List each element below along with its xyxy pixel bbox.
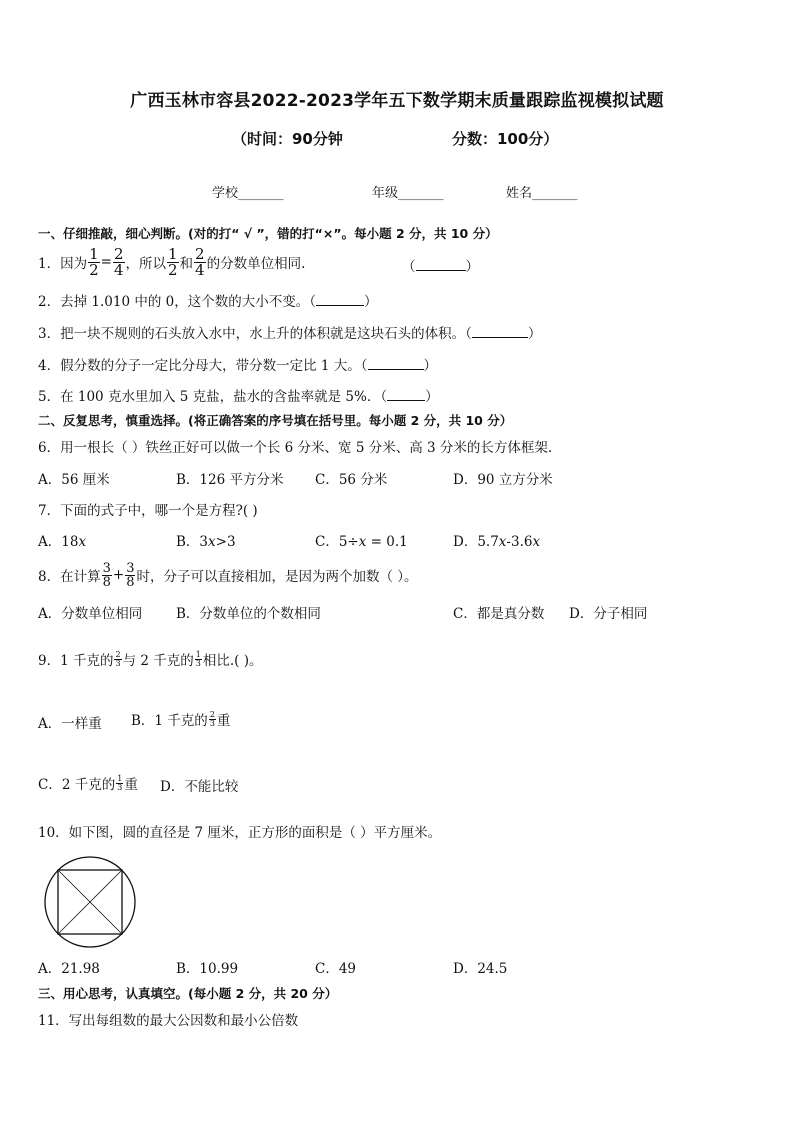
q9-option-b[interactable]: B．1 千克的 $\frac{2}{3}$ 重 xyxy=(131,709,231,729)
q3-answer-blank[interactable] xyxy=(472,325,528,338)
q10-option-b[interactable]: B．10.99 xyxy=(176,961,239,977)
question-6: 6．用一根长（ ）铁丝正好可以做一个长 6 分米、宽 5 分米、高 3 分米的长方体框架. xyxy=(38,440,553,456)
q1-prefix: 1．因为 xyxy=(38,256,88,272)
q5-answer-blank[interactable] xyxy=(387,388,425,401)
q8-option-c[interactable]: C．都是真分数 xyxy=(453,606,545,622)
section2-heading: 二、反复思考，慎重选择。(将正确答案的序号填在括号里。每小题 2 分，共 10 分） xyxy=(38,413,513,428)
q1-and: 和 xyxy=(179,256,194,272)
question-4: 4．假分数的分子一定比分母大，带分数一定比 1 大。（ ） xyxy=(38,358,438,374)
exam-score: 分数：100分） xyxy=(452,130,559,148)
question-1 xyxy=(38,244,305,280)
q7-option-a[interactable]: A．18x xyxy=(38,534,87,550)
q6-option-a[interactable]: A．56 厘米 xyxy=(38,472,110,488)
q6-option-d[interactable]: D．90 立方分米 xyxy=(453,472,553,488)
exam-time: （时间：90分钟 xyxy=(232,130,343,148)
q1-fraction-2: $\frac{2}{4}$ xyxy=(113,244,124,279)
q6-option-b[interactable]: B．126 平方分米 xyxy=(176,472,284,488)
q1-fraction-1: $\frac{1}{2}$ xyxy=(89,244,99,279)
q1-mid: ，所以 xyxy=(125,256,166,272)
q8-option-b[interactable]: B．分数单位的个数相同 xyxy=(176,606,321,622)
q8-fraction-2: $\frac{3}{8}$ xyxy=(126,560,135,590)
q4-answer-blank[interactable] xyxy=(368,357,424,370)
question-5: 5．在 100 克水里加入 5 克盐，盐水的含盐率就是 5%．（ ） xyxy=(38,389,439,405)
school-field: 学校_______ xyxy=(212,186,284,201)
question-2: 2．去掉 1.010 中的 0，这个数的大小不变。（ ） xyxy=(38,294,378,310)
question-9: 9．1 千克的 $\frac{2}{3}$ 与 2 千克的 $\frac{1}{3}$ 相比.( )。 xyxy=(38,649,263,669)
exam-title: 广西玉林市容县2022-2023学年五下数学期末质量跟踪监视模拟试题 xyxy=(130,91,664,111)
q10-option-a[interactable]: A．21.98 xyxy=(38,961,100,977)
q6-option-c[interactable]: C．56 分米 xyxy=(315,472,388,488)
q7-option-c[interactable]: C．5÷x = 0.1 xyxy=(315,534,408,550)
name-field: 姓名_______ xyxy=(506,186,578,201)
q1-fraction-4: $\frac{2}{4}$ xyxy=(195,244,205,279)
q7-option-b[interactable]: B．3x>3 xyxy=(176,534,236,550)
q9-option-a[interactable]: A．一样重 xyxy=(38,716,102,732)
q1-fraction-3: $\frac{1}{2}$ xyxy=(168,244,178,279)
q9-option-d[interactable]: D．不能比较 xyxy=(160,779,239,795)
question-11: 11．写出每组数的最大公因数和最小公倍数 xyxy=(38,1013,299,1029)
question-7: 7．下面的式子中，哪一个是方程?( ) xyxy=(38,503,258,519)
q2-answer-blank[interactable] xyxy=(316,293,364,306)
q1-tail: 的分数单位相同. xyxy=(206,256,306,272)
question-8: 8．在计算 $\frac{3}{8}$ + $\frac{3}{8}$ 时，分子可以直接相加，是因为两个加数（ ）。 xyxy=(38,560,418,590)
q8-fraction-1: $\frac{3}{8}$ xyxy=(102,560,111,590)
grade-field: 年级_______ xyxy=(372,186,444,201)
question-3: 3．把一块不规则的石头放入水中，水上升的体积就是这块石头的体积。（ ） xyxy=(38,326,542,342)
q9-option-c[interactable]: C．2 千克的 $\frac{1}{3}$ 重 xyxy=(38,773,138,793)
q1-equals: = xyxy=(100,254,112,270)
circle-square-figure xyxy=(42,855,140,949)
q10-option-c[interactable]: C．49 xyxy=(315,961,357,977)
q7-option-d[interactable]: D．5.7x-3.6x xyxy=(453,534,541,550)
q10-option-d[interactable]: D．24.5 xyxy=(453,961,508,977)
section1-heading: 一、仔细推敲，细心判断。(对的打“ √ ”，错的打“×”。每小题 2 分，共 10 分） xyxy=(38,226,498,241)
q8-option-a[interactable]: A．分数单位相同 xyxy=(38,606,143,622)
q9-fraction-2: $\frac{1}{3}$ xyxy=(195,649,201,668)
q8-option-d[interactable]: D．分子相同 xyxy=(569,606,648,622)
section3-heading: 三、用心思考，认真填空。(每小题 2 分，共 20 分） xyxy=(38,986,338,1001)
question-10: 10．如下图，圆的直径是 7 厘米，正方形的面积是（ ）平方厘米。 xyxy=(38,825,442,841)
q1-answer-blank[interactable]: （ ） xyxy=(402,259,479,275)
q9-fraction-1: $\frac{2}{3}$ xyxy=(115,649,121,668)
